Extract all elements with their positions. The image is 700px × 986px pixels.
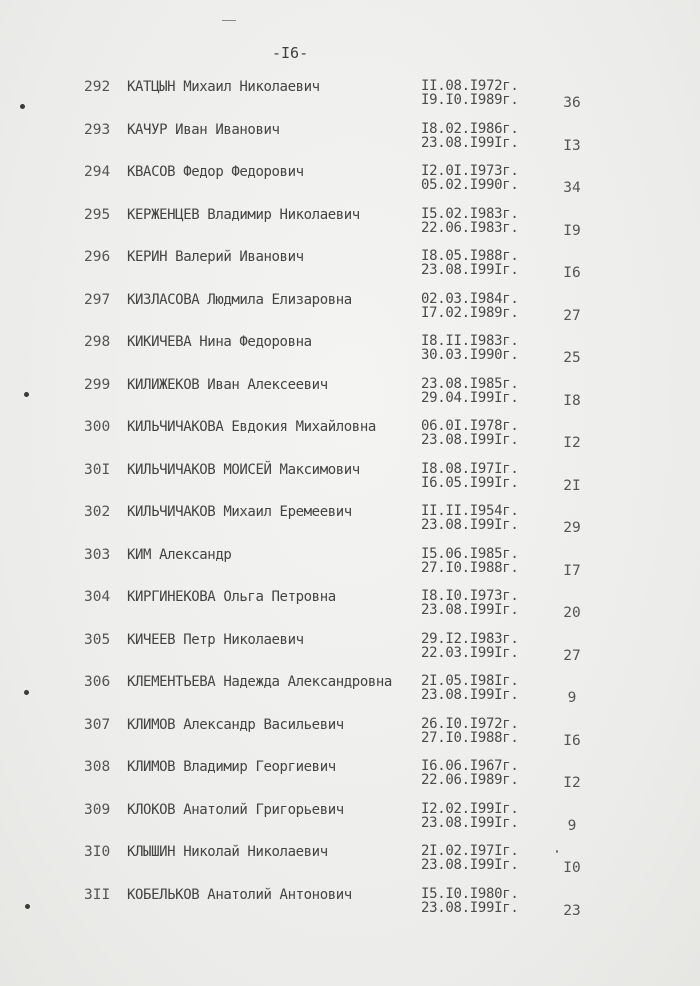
service-dates — [421, 802, 541, 830]
service-dates — [421, 887, 541, 915]
years-value: 9 — [567, 690, 577, 706]
years-value: 27 — [563, 307, 581, 324]
date-to: 22.06.I983г. — [421, 219, 519, 236]
years-value: 20 — [563, 605, 581, 621]
date-to: 22.03.I99Iг. — [421, 644, 519, 661]
list-item — [0, 502, 700, 542]
date-to: 05.02.I990г. — [421, 177, 519, 193]
date-from: I5.06.I985г. — [421, 545, 519, 562]
date-to: 23.08.I99Iг. — [421, 857, 519, 873]
years-value: I6 — [563, 265, 581, 281]
list-item — [0, 247, 700, 287]
list-item — [0, 162, 700, 202]
service-dates — [421, 674, 541, 702]
entry-number: 308 — [84, 759, 111, 775]
date-to: 23.08.I99Iг. — [421, 687, 519, 703]
entry-number: 30I — [84, 461, 111, 478]
list-item — [0, 375, 700, 415]
date-to: 22.06.I989г. — [421, 772, 519, 788]
list-item — [0, 417, 700, 457]
person-name: КЕРИН Валерий Иванович — [127, 249, 304, 265]
person-name: КАТЦЫН Михаил Николаевич — [127, 79, 320, 95]
years-value: I6 — [563, 732, 581, 749]
service-dates — [421, 249, 541, 277]
service-dates — [421, 632, 541, 660]
years-value: 23 — [563, 902, 581, 919]
date-to: 23.08.I99Iг. — [421, 134, 519, 151]
entry-number: 302 — [84, 504, 111, 520]
date-from: 26.I0.I972г. — [421, 715, 519, 732]
page-number: -I6- — [272, 44, 309, 62]
service-dates — [421, 759, 541, 787]
entry-number: 306 — [84, 674, 111, 690]
entry-number: 3I0 — [84, 844, 111, 860]
list-item — [0, 77, 700, 117]
entry-number: 304 — [84, 589, 111, 605]
years-value: 9 — [567, 817, 577, 834]
list-item — [0, 332, 700, 372]
date-to: 27.I0.I988г. — [421, 559, 519, 576]
person-name: КИЛЬЧИЧАКОВА Евдокия Михайловна — [127, 419, 376, 435]
date-from: I5.I0.I980г. — [421, 885, 519, 902]
entry-number: 300 — [84, 419, 111, 435]
date-to: 23.08.I99Iг. — [421, 602, 519, 618]
entry-number: 296 — [84, 249, 111, 265]
years-value: I2 — [563, 775, 581, 791]
service-dates — [421, 462, 541, 490]
years-value: 29 — [563, 520, 581, 536]
list-item — [0, 885, 700, 925]
entry-number: 298 — [84, 334, 111, 350]
date-to: 23.08.I99Iг. — [421, 899, 519, 916]
list-item — [0, 290, 700, 330]
service-dates — [421, 207, 541, 235]
years-value: 25 — [563, 350, 581, 366]
years-value: I7 — [563, 562, 581, 579]
person-name: КВАСОВ Федор Федорович — [127, 164, 304, 180]
service-dates — [421, 419, 541, 447]
service-dates — [421, 79, 541, 107]
person-name: КЛЕМЕНТЬЕВА Надежда Александровна — [127, 674, 392, 690]
years-value: I8 — [563, 392, 581, 409]
years-value: I9 — [563, 222, 581, 239]
years-value: I3 — [563, 137, 581, 154]
list-item — [0, 672, 700, 712]
date-from: 2I.05.I98Iг. — [421, 673, 519, 689]
service-dates — [421, 334, 541, 362]
entry-number: 305 — [84, 631, 111, 648]
person-name: КИРГИНЕКОВА Ольга Петровна — [127, 589, 336, 605]
date-from: I5.02.I983г. — [421, 205, 519, 222]
person-name: КИЧЕЕВ Петр Николаевич — [127, 631, 304, 648]
date-from: 2I.02.I97Iг. — [421, 843, 519, 859]
entry-number: 297 — [84, 291, 111, 308]
date-to: 23.08.I99Iг. — [421, 814, 519, 831]
date-from: I8.08.I97Iг. — [421, 460, 519, 477]
person-name: КИЛЬЧИЧАКОВ Михаил Еремеевич — [127, 504, 352, 520]
person-name: КОБЕЛЬКОВ Анатолий Антонович — [127, 886, 352, 903]
date-from: I8.05.I988г. — [421, 248, 519, 264]
service-dates — [421, 292, 541, 320]
date-to: 29.04.I99Iг. — [421, 389, 519, 406]
service-dates — [421, 122, 541, 150]
list-item — [0, 842, 700, 882]
date-to: 23.08.I99Iг. — [421, 432, 519, 448]
person-name: КЛИМОВ Александр Васильевич — [127, 716, 344, 733]
entry-number: 294 — [84, 164, 111, 180]
date-from: I8.II.I983г. — [421, 333, 519, 349]
date-from: I8.02.I986г. — [421, 120, 519, 137]
person-name: КАЧУР Иван Иванович — [127, 121, 280, 138]
entry-number: 295 — [84, 206, 111, 223]
person-name: КИЛЬЧИЧАКОВ МОИСЕЙ Максимович — [127, 461, 360, 478]
date-from: 23.08.I985г. — [421, 375, 519, 392]
entry-number: 303 — [84, 546, 111, 563]
years-value: 27 — [563, 647, 581, 664]
entry-number: 292 — [84, 79, 111, 95]
service-dates — [421, 504, 541, 532]
person-name: КИЛИЖЕКОВ Иван Алексеевич — [127, 376, 328, 393]
date-to: I6.05.I99Iг. — [421, 474, 519, 491]
service-dates — [421, 377, 541, 405]
entry-number: 307 — [84, 716, 111, 733]
person-name: КЛЫШИН Николай Николаевич — [127, 844, 328, 860]
date-from: 06.0I.I978г. — [421, 418, 519, 434]
person-name: КЛИМОВ Владимир Георгиевич — [127, 759, 336, 775]
date-to: I9.I0.I989г. — [421, 92, 519, 108]
service-dates — [421, 844, 541, 872]
date-to: 23.08.I99Iг. — [421, 517, 519, 533]
list-item — [0, 120, 700, 160]
years-value: I2 — [563, 435, 581, 451]
date-to: I7.02.I989г. — [421, 304, 519, 321]
years-value: 2I — [563, 477, 581, 494]
entry-number: 293 — [84, 121, 111, 138]
date-to: 27.I0.I988г. — [421, 729, 519, 746]
list-item — [0, 800, 700, 840]
years-value: I0 — [563, 860, 581, 876]
top-dash-mark — [222, 20, 236, 21]
date-from: 29.I2.I983г. — [421, 630, 519, 647]
entry-number: 3II — [84, 886, 111, 903]
entry-number: 299 — [84, 376, 111, 393]
service-dates — [421, 547, 541, 575]
list-item — [0, 460, 700, 500]
date-from: II.08.I972г. — [421, 78, 519, 94]
list-item — [0, 587, 700, 627]
service-dates — [421, 164, 541, 192]
person-name: КИМ Александр — [127, 546, 232, 563]
list-item — [0, 545, 700, 585]
date-from: I2.0I.I973г. — [421, 163, 519, 179]
date-from: I6.06.I967г. — [421, 758, 519, 774]
entry-number: 309 — [84, 801, 111, 818]
service-dates — [421, 589, 541, 617]
service-dates — [421, 717, 541, 745]
list-item — [0, 630, 700, 670]
person-name: КИКИЧЕВА Нина Федоровна — [127, 334, 312, 350]
person-name: КЛОКОВ Анатолий Григорьевич — [127, 801, 344, 818]
date-from: II.II.I954г. — [421, 503, 519, 519]
list-item — [0, 715, 700, 755]
person-name: КЕРЖЕНЦЕВ Владимир Николаевич — [127, 206, 360, 223]
years-value: 34 — [563, 180, 581, 196]
date-to: 30.03.I990г. — [421, 347, 519, 363]
date-from: 02.03.I984г. — [421, 290, 519, 307]
date-from: I2.02.I99Iг. — [421, 800, 519, 817]
date-to: 23.08.I99Iг. — [421, 262, 519, 278]
date-from: I8.I0.I973г. — [421, 588, 519, 604]
years-value: 36 — [563, 95, 581, 111]
list-item — [0, 757, 700, 797]
person-name: КИЗЛАСОВА Людмила Елизаровна — [127, 291, 352, 308]
list-item — [0, 205, 700, 245]
